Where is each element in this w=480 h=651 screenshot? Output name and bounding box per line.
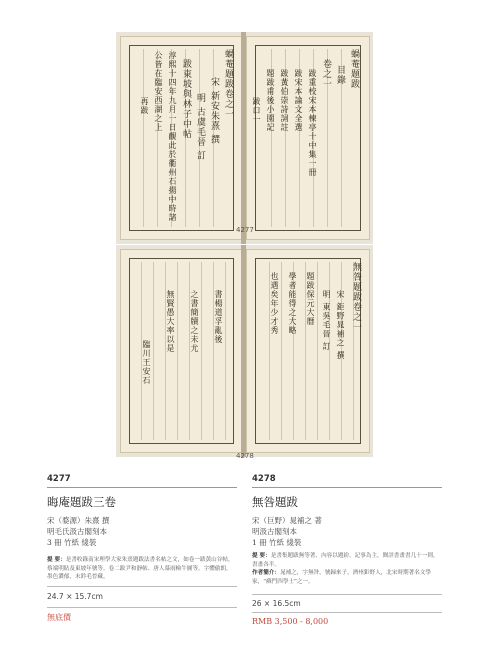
lot-divider [47, 487, 237, 488]
lot-price: 無底價 [47, 613, 71, 622]
page-text: 跋宋本論文全選 [294, 69, 303, 132]
page-text: 目錄 [335, 65, 345, 85]
lot-notes [252, 552, 442, 586]
lot-dimensions: 24.7 × 15.7cm [47, 592, 103, 601]
author-notes-text: 晁補之，字無咎，號歸來子，濟州鉅野人，北宋時期著名文學家，“蘇門四學士”之一。 [252, 570, 432, 585]
notes-label: 提 要： [47, 557, 66, 563]
page-text: 跋口一 [252, 97, 261, 124]
page-text: 跋東坡與林子中帖 [181, 59, 191, 139]
lot-author: 宋（婺源）朱熹 撰 [47, 516, 110, 525]
lot-dimensions: 26 × 16.5cm [252, 599, 301, 608]
book-photo-4277 [116, 32, 373, 244]
lot-number: 4278 [252, 474, 276, 484]
plate-caption: 4278 [236, 452, 254, 460]
page-text: 宋 新安朱熹 撰 [209, 77, 219, 145]
page-text: 明 東吳毛晉 訂 [322, 290, 331, 352]
page-text: 也遇矣年少才秀 [270, 272, 279, 335]
page-text: 卷之一 [321, 59, 331, 89]
lot-edition: 明汲古閣刻本 [252, 527, 297, 536]
page-text: 學者能得之大略 [288, 272, 297, 335]
page-text: 蝸菴題跋卷之一 [223, 49, 233, 119]
lot-author: 宋（巨野）晁補之 著 [252, 516, 322, 525]
book-photo-4278 [116, 245, 373, 457]
page-text: 公皆在臨安西湖之上 [154, 51, 163, 132]
right-page [246, 36, 370, 240]
notes-label: 提 要： [252, 553, 271, 559]
page-text: 之書簡牘之未尤 [190, 290, 199, 353]
lot-divider [252, 594, 442, 595]
lot-title: 晦庵題跋三卷 [47, 495, 116, 509]
right-page [246, 249, 370, 453]
page-text: 跋黃伯崇詩詞註 [280, 69, 289, 132]
left-page [120, 249, 243, 453]
page-text: 蝸菴題跋 [349, 49, 359, 89]
lot-divider [252, 487, 442, 488]
page-text: 跋重校宋本楝亭十中集一冊 [308, 69, 317, 177]
page-text: 書楊道孚亂後 [214, 290, 223, 344]
page-text: 宋 鉅野晁補之 撰 [336, 290, 345, 361]
page-text: 臨川王安石 [142, 340, 151, 385]
page-text: 明 古虞毛晉 訂 [195, 93, 205, 161]
page-text: 題跋甫後小園記 [266, 69, 275, 132]
lot-divider [47, 586, 237, 587]
lot-divider [252, 612, 442, 613]
page-text: 無咎題跋卷之一 [351, 262, 361, 332]
lot-number: 4277 [47, 474, 71, 484]
page-text: 無賢愚大率以是 [166, 290, 175, 353]
lot-edition: 明毛氏汲古閣刻本 [47, 527, 107, 536]
left-page [120, 36, 243, 240]
page-text: 淳熙十四年九月一日觀此於衢州石揚中時諸 [168, 51, 177, 222]
lot-volumes: 3 冊 竹紙 綫裝 [47, 538, 97, 547]
lot-title: 無咎題跋 [252, 495, 298, 509]
notes-text: 是書集題跋無等著、內容以題紛、記事為主，閱評書畫書几十一則，書畫各半。 [252, 553, 439, 568]
page-text: 再跋 [140, 97, 149, 115]
author-notes-label: 作者簡介： [252, 570, 280, 576]
page-text: 題跋保元大曆 [306, 272, 315, 326]
lot-notes [47, 556, 237, 582]
lot-price: RMB 3,500 - 8,000 [252, 617, 329, 626]
plate-caption: 4277 [236, 226, 254, 234]
lot-volumes: 1 冊 竹紙 綫裝 [252, 538, 302, 547]
notes-text: 是書收錄南宋理學大家朱熹題跋法書名帖之文，如卷一跋黃山谷帖，蔡端明貼及東坡年號等。卷二跋尹和靜帖、唐人幕雨檢牛圖等。字體偷朗，墨色濃郁，末鈐毛晉藏。 [47, 557, 234, 580]
lot-divider [47, 607, 237, 608]
